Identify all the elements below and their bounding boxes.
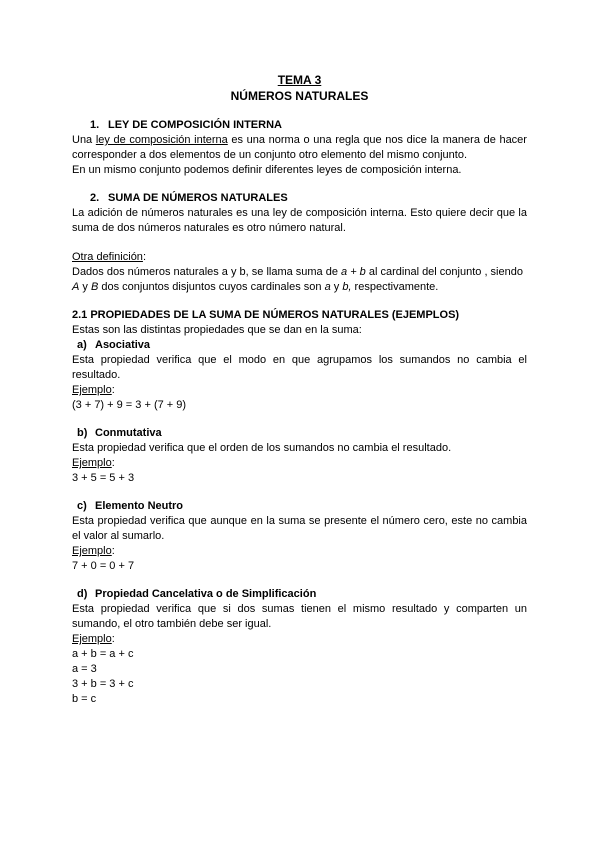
example-line: a + b = a + c	[72, 648, 134, 660]
text-run: es una norma o una regla que nos dice la manera de hacer corresponder a dos elementos de un conjunto otro elemento del mismo conjunto.	[72, 134, 527, 161]
property-associative	[72, 338, 527, 413]
property-name: Conmutativa	[95, 427, 162, 439]
property-name: Propiedad Cancelativa o de Simplificación	[95, 588, 317, 600]
colon: :	[111, 545, 115, 557]
property-heading	[72, 338, 527, 353]
colon: :	[111, 633, 115, 645]
property-name: Elemento Neutro	[95, 500, 184, 512]
property-letter: a)	[77, 339, 87, 351]
property-commutative	[72, 426, 527, 486]
property-letter: c)	[77, 500, 87, 512]
property-heading	[72, 426, 527, 441]
section-2-1-intro: Estas son las distintas propiedades que se dan en la suma:	[72, 324, 362, 336]
other-definition-text	[72, 265, 527, 295]
example-line: b = c	[72, 693, 97, 705]
text-run: respectivamente.	[351, 281, 439, 293]
property-description: Esta propiedad verifica que aunque en la suma se presente el número cero, este no cambia el valor al sumarlo.	[72, 515, 527, 542]
example-label: Ejemplo	[72, 457, 112, 469]
example-label-line	[72, 632, 527, 647]
example-line: 3 + 5 = 5 + 3	[72, 472, 135, 484]
math-run: a	[324, 281, 331, 293]
section-2-number: 2.	[90, 192, 100, 204]
example-line: a = 3	[72, 663, 97, 675]
document-subtitle: NÚMEROS NATURALES	[230, 89, 369, 103]
property-description: Esta propiedad verifica que el modo en que agrupamos los sumandos no cambia el resultado.	[72, 354, 527, 381]
example-label-line	[72, 544, 527, 559]
example-label: Ejemplo	[72, 384, 112, 396]
property-letter: d)	[77, 588, 88, 600]
section-1-paragraph-2: En un mismo conjunto podemos definir diferentes leyes de composición interna.	[72, 164, 462, 176]
property-heading	[72, 499, 527, 514]
example-label-line	[72, 456, 527, 471]
section-2	[72, 191, 527, 236]
example-label: Ejemplo	[72, 633, 112, 645]
document-title: TEMA 3	[277, 73, 322, 87]
property-letter: b)	[77, 427, 88, 439]
section-1-heading	[72, 118, 527, 133]
section-1-title: LEY DE COMPOSICIÓN INTERNA	[108, 119, 282, 131]
example-label-line	[72, 383, 527, 398]
section-2-heading	[72, 191, 527, 206]
section-1-paragraph	[72, 133, 527, 163]
colon: :	[111, 384, 115, 396]
section-1	[72, 118, 527, 178]
text-run: y	[330, 281, 343, 293]
text-run: y	[79, 281, 91, 293]
property-cancellative	[72, 587, 527, 707]
other-definition	[72, 250, 527, 295]
section-2-paragraph: La adición de números naturales es una ley de composición interna. Esto quiere decir que la suma de dos números naturales es otro número natural.	[72, 207, 527, 234]
math-run: B	[90, 281, 99, 293]
example-line: 3 + b = 3 + c	[72, 678, 134, 690]
colon: :	[142, 251, 146, 263]
text-run: al cardinal del conjunto , siendo	[365, 266, 523, 278]
section-2-title: SUMA DE NÚMEROS NATURALES	[108, 192, 288, 204]
property-description: Esta propiedad verifica que el orden de los sumandos no cambia el resultado.	[72, 442, 452, 454]
term-link: ley de composición interna	[95, 134, 228, 146]
property-name: Asociativa	[95, 339, 151, 351]
other-definition-label-line	[72, 250, 527, 265]
property-heading	[72, 587, 527, 602]
math-run: b,	[342, 281, 352, 293]
text-run: Una	[72, 134, 96, 146]
section-2-1-heading: 2.1 PROPIEDADES DE LA SUMA DE NÚMEROS NATURALES (EJEMPLOS)	[72, 309, 460, 321]
example-label: Ejemplo	[72, 545, 112, 557]
other-definition-label: Otra definición	[72, 251, 143, 263]
math-run: a + b	[341, 266, 366, 278]
section-1-number: 1.	[90, 119, 100, 131]
text-run: Dados dos números naturales a y b, se llama suma de	[72, 266, 342, 278]
colon: :	[111, 457, 115, 469]
math-run: A	[72, 281, 80, 293]
example-line: 7 + 0 = 0 + 7	[72, 560, 135, 572]
example-line: (3 + 7) + 9 = 3 + (7 + 9)	[72, 399, 187, 411]
section-2-1	[72, 308, 527, 338]
text-run: dos conjuntos disjuntos cuyos cardinales son	[98, 281, 325, 293]
property-neutral-element	[72, 499, 527, 574]
property-description: Esta propiedad verifica que si dos sumas tienen el mismo resultado y comparten un sumando, el otro también debe ser igual.	[72, 603, 527, 630]
